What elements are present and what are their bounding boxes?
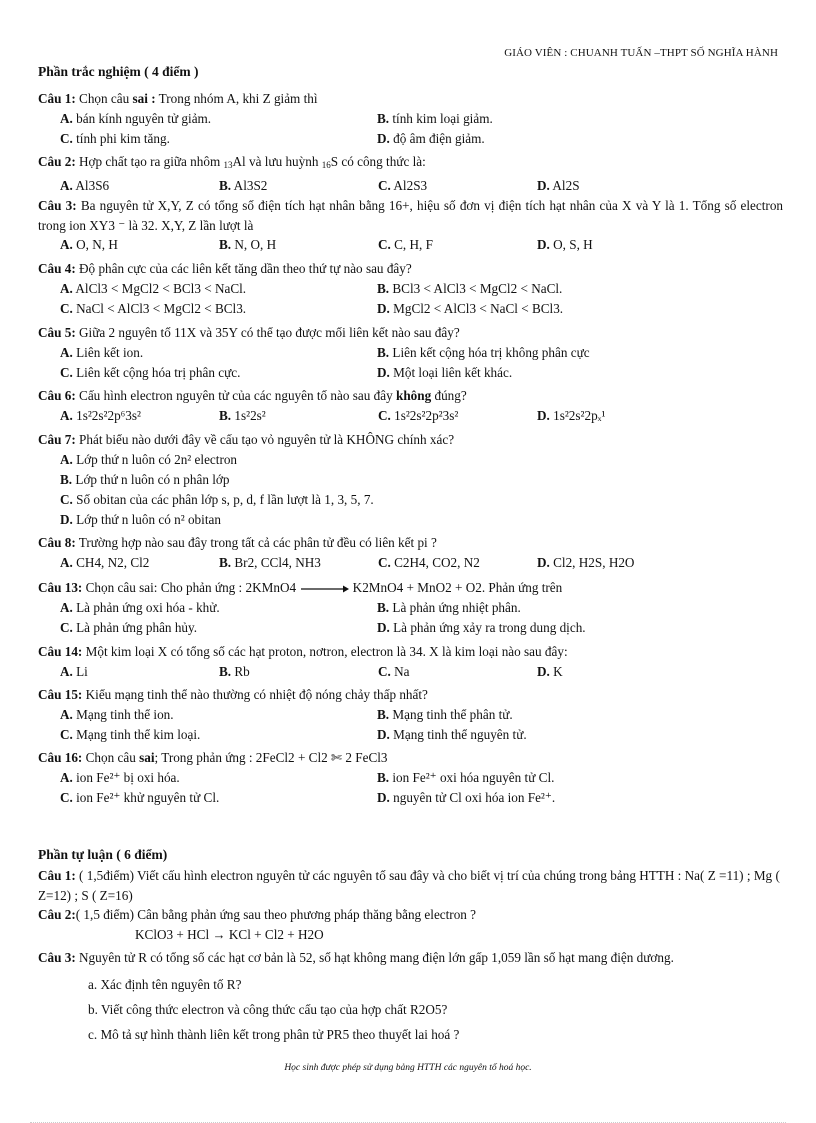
e3-label: Câu 3: — [38, 950, 76, 965]
q1-label: Câu 1: — [38, 91, 76, 106]
q16-text: ; Trong phản ứng : 2FeCl2 + Cl2 ✄ 2 FeCl3 — [154, 750, 388, 765]
q1-option-d: D. độ âm điện giảm. — [377, 131, 485, 146]
q16-option-d: D. nguyên tử Cl oxi hóa ion Fe²⁺. — [377, 790, 556, 805]
q2-option-c: C. Al2S3 — [378, 177, 428, 193]
q13-option-c: C. Là phản ứng phân hủy. — [60, 620, 198, 635]
part1-title: Phần trắc nghiệm ( 4 điểm ) — [38, 64, 199, 79]
q5-option-a: A. Liên kết ion. — [60, 344, 144, 360]
q3-option-d: D. O, S, H — [537, 237, 593, 252]
q7-label: Câu 7: — [38, 432, 76, 447]
q3-text: Ba nguyên tử X,Y, Z có tổng số điện tích hạt nhân bằng 16+, hiệu số đơn vị điện tích hạt nhân của X và Y là 1. Tổng số electron trong ion XY3 ⁻ là 32. X,Y, Z lần lượt là — [38, 198, 784, 233]
q1-option-b: B. tính kim loại giảm. — [377, 110, 493, 126]
q6-option-b: B. 1s²2s² — [219, 407, 266, 423]
q2-label: Câu 2: — [38, 154, 76, 169]
q2-option-a: A. Al3S6 — [60, 177, 110, 193]
e2-equation — [38, 925, 783, 945]
q1-text: Trong nhóm A, khi Z giảm thì — [158, 91, 318, 106]
q7-text: Phát biểu nào dưới đây về cấu tạo vỏ nguyên tử là KHÔNG chính xác? — [79, 432, 455, 447]
q4-option-c: C. NaCl < AlCl3 < MgCl2 < BCl3. — [60, 301, 247, 316]
q1-option-a: A. bán kính nguyên tử giảm. — [60, 110, 212, 126]
q16-sai: sai — [139, 750, 155, 765]
question-6 — [38, 386, 783, 426]
question-13 — [38, 578, 783, 639]
q13-option-b: B. Là phản ứng nhiệt phân. — [377, 599, 521, 615]
q5-option-d: D. Một loại liên kết khác. — [377, 365, 513, 380]
q13-product: K2MnO4 + MnO2 + O2. Phản ứng trên — [352, 580, 563, 595]
q16-option-c: C. ion Fe²⁺ khử nguyên tử Cl. — [60, 790, 220, 805]
q2-option-b: B. Al3S2 — [219, 177, 268, 193]
q16-option-a: A. ion Fe²⁺ bị oxi hóa. — [60, 769, 180, 785]
q6-label: Câu 6: — [38, 388, 76, 403]
q4-option-b: B. BCl3 < AlCl3 < MgCl2 < NaCl. — [377, 280, 563, 296]
q14-option-a: A. Li — [60, 663, 88, 679]
q6-khong: không — [395, 388, 432, 403]
q4-text: Độ phân cực của các liên kết tăng dần theo thứ tự nào sau đây? — [79, 261, 412, 276]
q3-option-a: A. O, N, H — [60, 237, 118, 252]
q3-label: Câu 3: — [38, 198, 77, 213]
q2-text-a: Hợp chất tạo ra giữa nhôm — [79, 154, 221, 169]
q14-label: Câu 14: — [38, 644, 83, 659]
question-7 — [38, 430, 783, 530]
q7-option-d: D. Lớp thứ n luôn có n² obitan — [60, 511, 221, 527]
q14-option-d: D. K — [537, 663, 563, 679]
q14-option-c: C. Na — [378, 663, 410, 679]
question-2 — [38, 152, 783, 196]
q8-option-c: C. C2H4, CO2, N2 — [378, 554, 480, 570]
q15-label: Câu 15: — [38, 687, 83, 702]
page-header: GIÁO VIÊN : CHUANH TUẤN –THPT SỐ NGHĨA HÀNH — [504, 47, 778, 59]
q5-label: Câu 5: — [38, 325, 76, 340]
q5-option-b: B. Liên kết cộng hóa trị không phân cực — [377, 344, 590, 360]
q8-option-d: D. Cl2, H2S, H2O — [537, 554, 635, 570]
q16-pre: Chọn câu — [85, 750, 136, 765]
e2-eq-right: KCl + Cl2 + H2O — [228, 926, 324, 942]
q1-sai: sai : — [132, 91, 156, 106]
q8-option-a: A. CH4, N2, Cl2 — [60, 554, 150, 570]
question-16 — [38, 748, 783, 809]
q2-text-b: S có công thức là: — [330, 154, 426, 169]
e2-eq-left: KClO3 + HCl — [135, 926, 213, 942]
q5-option-c: C. Liên kết cộng hóa trị phân cực. — [60, 365, 241, 380]
e3-sub-c: c. Mô tả sự hình thành liên kết trong phân tử PR5 theo thuyết lai hoá ? — [88, 1026, 460, 1042]
essay-question-3 — [38, 948, 783, 1047]
question-8 — [38, 533, 783, 573]
question-4 — [38, 259, 783, 320]
q4-option-a: A. AlCl3 < MgCl2 < BCl3 < NaCl. — [60, 280, 247, 296]
q13-text: Chọn câu sai: Cho phản ứng : 2KMnO4 — [85, 580, 297, 595]
q16-option-b: B. ion Fe²⁺ oxi hóa nguyên tử Cl. — [377, 769, 555, 785]
q8-label: Câu 8: — [38, 535, 76, 550]
q15-option-b: B. Mạng tinh thể phân tử. — [377, 706, 513, 722]
e3-sub-b: b. Viết công thức electron và công thức cấu tạo của hợp chất R2O5? — [88, 1001, 448, 1017]
q4-label: Câu 4: — [38, 261, 76, 276]
q3-option-b: B. N, O, H — [219, 237, 277, 252]
footer-note: Học sinh được phép sử dụng bảng HTTH các nguyên tố hoá học. — [284, 1063, 532, 1073]
q6-option-c: C. 1s²2s²2p²3s² — [378, 407, 459, 423]
q2-al: Al và lưu huỳnh — [232, 154, 319, 169]
q6-text: Cấu hình electron nguyên tử của các nguyên tố nào sau đây — [79, 388, 393, 403]
e1-label: Câu 1: — [38, 868, 76, 883]
q15-option-c: C. Mạng tinh thể kim loại. — [60, 727, 201, 742]
q8-option-b: B. Br2, CCl4, NH3 — [219, 554, 321, 570]
e2-text: ( 1,5 điểm) Cân bằng phản ứng sau theo phương pháp thăng bằng electron ? — [75, 907, 477, 922]
q13-option-a: A. Là phản ứng oxi hóa - khử. — [60, 599, 220, 615]
e2-label: Câu 2: — [38, 907, 76, 922]
q1-pre: Chọn câu — [79, 91, 130, 106]
q6-text2: đúng? — [434, 388, 467, 403]
e3-text: Nguyên tử R có tổng số các hạt cơ bản là 52, số hạt không mang điện lớn gấp 1,059 lần số hạt mang điện dương. — [79, 950, 674, 965]
question-14 — [38, 642, 783, 682]
q2-option-d: D. Al2S — [537, 177, 580, 193]
q15-option-a: A. Mạng tinh thể ion. — [60, 706, 174, 722]
q7-option-c: C. Số obitan của các phân lớp s, p, d, f lần lượt là 1, 3, 5, 7. — [60, 491, 374, 507]
q13-option-d: D. Là phản ứng xảy ra trong dung dịch. — [377, 620, 586, 635]
e3-sub-a: a. Xác định tên nguyên tố R? — [88, 976, 242, 992]
reaction-arrow-icon — [299, 584, 349, 594]
question-1 — [38, 89, 783, 150]
q7-option-b: B. Lớp thứ n luôn có n phân lớp — [60, 471, 230, 487]
q2-z-al: 13 — [223, 160, 233, 170]
q5-text: Giữa 2 nguyên tố 11X và 35Y có thể tạo được mối liên kết nào sau đây? — [79, 325, 460, 340]
q13-label: Câu 13: — [38, 580, 83, 595]
q8-text: Trường hợp nào sau đây trong tất cả các phân tử đều có liên kết pi ? — [78, 535, 437, 550]
q15-option-d: D. Mạng tinh thể nguyên tử. — [377, 727, 527, 742]
question-5 — [38, 323, 783, 384]
q7-option-a: A. Lớp thứ n luôn có 2n² electron — [60, 451, 238, 467]
q14-text: Một kim loại X có tổng số các hạt proton, nơtron, electron là 34. X là kim loại nào sau đây: — [85, 644, 568, 659]
q14-option-b: B. Rb — [219, 663, 250, 679]
q6-option-d: D. 1s²2s²2pₓ¹ — [537, 407, 606, 423]
q6-option-a: A. 1s²2s²2p⁶3s² — [60, 407, 141, 423]
q16-label: Câu 16: — [38, 750, 83, 765]
q3-option-c: C. C, H, F — [378, 237, 433, 252]
essay-question-1 — [38, 866, 783, 905]
q2-z-s: 16 — [321, 160, 331, 170]
reaction-arrow-icon: → — [212, 926, 226, 942]
e1-text: ( 1,5điểm) Viết cấu hình electron nguyên tử các nguyên tố sau đây và cho biết vị trí của chúng trong bảng HTTH : Na( Z =11) ; Mg ( Z=12) ; S ( Z=16) — [38, 868, 780, 903]
q15-text: Kiểu mạng tinh thể nào thường có nhiệt độ nóng chảy thấp nhất? — [85, 687, 428, 702]
question-15 — [38, 685, 783, 746]
q4-option-d: D. MgCl2 < AlCl3 < NaCl < BCl3. — [377, 301, 564, 316]
part2-title: Phần tự luận ( 6 điểm) — [38, 847, 168, 862]
q1-option-c: C. tính phi kim tăng. — [60, 131, 170, 146]
question-3 — [38, 196, 783, 255]
essay-question-2 — [38, 905, 783, 945]
